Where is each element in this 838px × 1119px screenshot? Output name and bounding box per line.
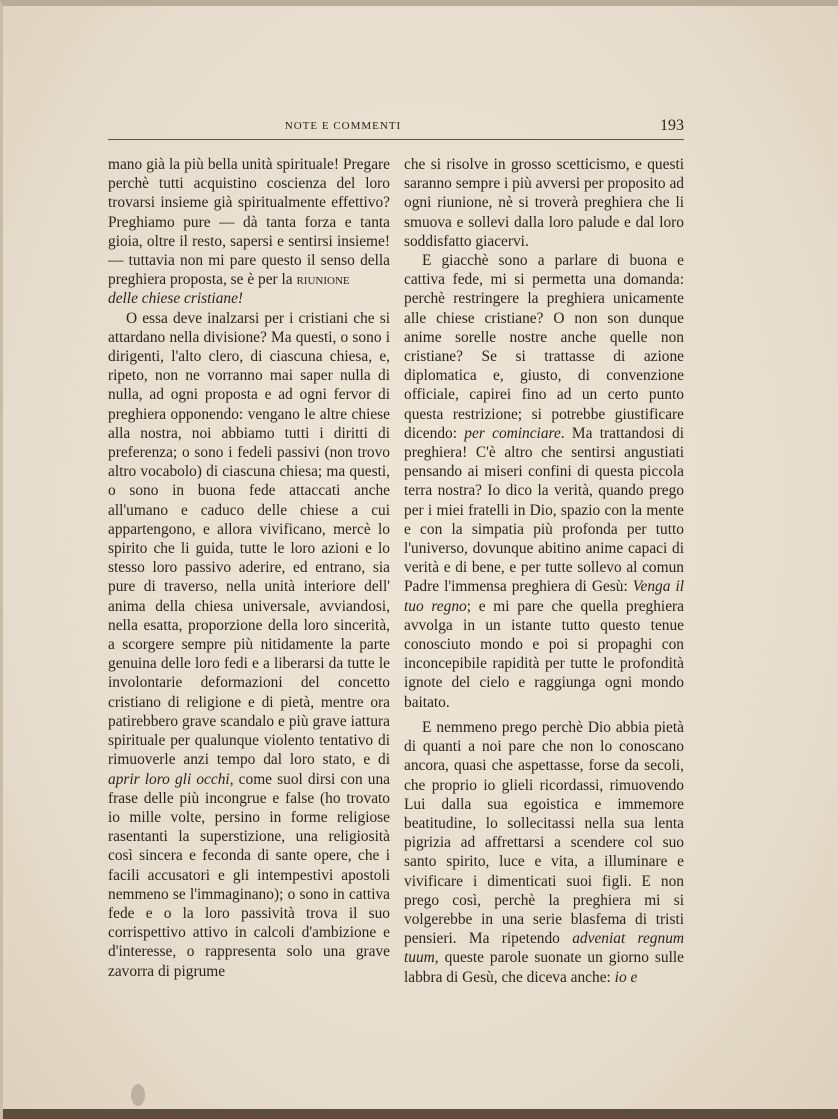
text-run: , come suol dirsi con una frase delle più incongrue e false (ho trovato io mille volte, persino in forme religiose rasentanti la superstizione, una religiosità così sincera e feconda di sante opere, che i facili accusatori e gli intempestivi apostoli nemmeno se l'immaginano); o sono in cattiva fede e o la loro passività trova il suo corrispettivo attivo in calcoli d'ambizione e d'interesse, o rappresenta solo una grave zavorra di pigrume [108,770,390,980]
text-run: O essa deve inalzarsi per i cristiani che si attardano nella divisione? Ma questi, o sono i dirigenti, l'alto clero, di ciascuna chiesa, e, ripeto, non ne vorranno mai saper nulla di nulla, ad ogni proposta e ad ogni fervor di preghiera opponendo: vengano le altre chiese alla nostra, noi abbiamo tutti i diritti di preferenza; o sono i fedeli passivi (non trovo altro vocabolo) di ciascuna chiesa; ma questi, o sono in buona fede attaccati anche all'umano e caduco delle chiese a cui appartengono, e allora vivificano, mercè lo spirito che li guida, tutte le loro azioni e lo stesso loro passivo aderire, ed entrano, sia pure di traverso, nella unità interiore dell' anima della chiesa universale, avviandosi, nella esatta, proporzione della loro sincerità, a scorgere sempre più nitidamente la parte genuina delle loro fedi e a liberarsi da tutte le involontarie deformazioni del concetto cristiano di religione e di pietà, mentre ora patirebbero grave scandalo e più grave iattura spirituale per qualunque violento tentativo di rimuoverle anzi tempo dal loro stato, e di [108,309,390,769]
text-run: E giacchè sono a parlare di buona e cattiva fede, mi si permetta una domanda: perchè restringere la preghiera unicamente alle chiese cristiane? O non son dunque anime sorelle nostre anche quelle non cristiane? Se si trattasse di azione diplomatica e, giusto, di convenzione officiale, capirei fino ad un certo punto questa restrizione; si potrebbe giustificare dicendo: [404,252,684,442]
text-run: ; e mi pare che quella preghiera avvolga in un istante tutto questo tenue conosciuto mondo e poi si propaghi con inconcepibile rapidità per tutte le profondità ignote del cielo e raggiunga ogni mondo baitato. [404,597,684,711]
page-bottom-edge [3,1109,838,1119]
left-column [108,155,390,981]
small-caps-text: riunione [296,271,350,289]
italic-text: io e [614,968,638,986]
page-number: 193 [660,117,684,134]
italic-text: delle chiese cristiane! [108,290,244,308]
running-head [108,117,684,140]
running-title: NOTE E COMMENTI [284,120,402,132]
text-run: , queste parole suonate un giorno sulle labbra di Gesù, che diceva anche: [404,949,684,986]
text-run: mano già la più bella unità spirituale! Pregare perchè tutti acquistino coscienza del loro trovarsi insieme già spiritualmente effettivo? Preghiamo pure — dà tanta forza e tanta gioia, oltre il resto, sapersi e sentirsi insieme! — tuttavia non mi pare questo il senso della preghiera proposta, se è per la [108,156,390,289]
italic-text: adveniat regnum tuum [404,930,684,967]
paragraph [108,309,390,981]
text-run: E nemmeno prego perchè Dio abbia pietà di quanti a noi pare che non lo conoscano ancora, quasi che aspettasse, forse da secoli, che proprio io glieli ricordassi, rimuovendo Lui dalla sua egoistica e immemore beatitudine, lo sollecitassi nella sua lenta pigrizia ad affrettarsi a scendere col suo santo spirito, luce e vita, a illuminare e vivificare i dimenticati suoi figli. E non prego così, perchè la preghiera mi si volgerebbe in una serie blasfema di tristi pensieri. Ma ripetendo [404,718,684,948]
right-column [404,155,684,987]
paragraph [404,251,684,712]
paragraph [404,155,684,251]
italic-text: per cominciare [464,424,561,442]
paper-smudge [131,1084,145,1106]
paragraph [108,155,390,309]
text-run: che si risolve in grosso scetticismo, e questi saranno sempre i più avversi per proposito ad ogni riunione, nè si troverà preghiera che li smuova e sollevi dalla loro palude e dal loro soddisfatto giacervi. [404,156,684,250]
paragraph [404,718,684,987]
text-run: . Ma trattandosi di preghiera! C'è altro che sentirsi angustiati pensando ai miseri confini di questa piccola terra nostra? Io dico la verità, quando prego per i miei fratelli in Dio, spazio con la mente e con la simpatia più profonda per tutto l'universo, dovunque abitino anime capaci di verità e di bene, e per tutte sollevo al comun Padre l'immensa preghiera di Gesù: [404,424,684,596]
italic-text: Venga il tuo regno [404,578,684,615]
italic-text: aprir loro gli occhi [108,770,230,788]
